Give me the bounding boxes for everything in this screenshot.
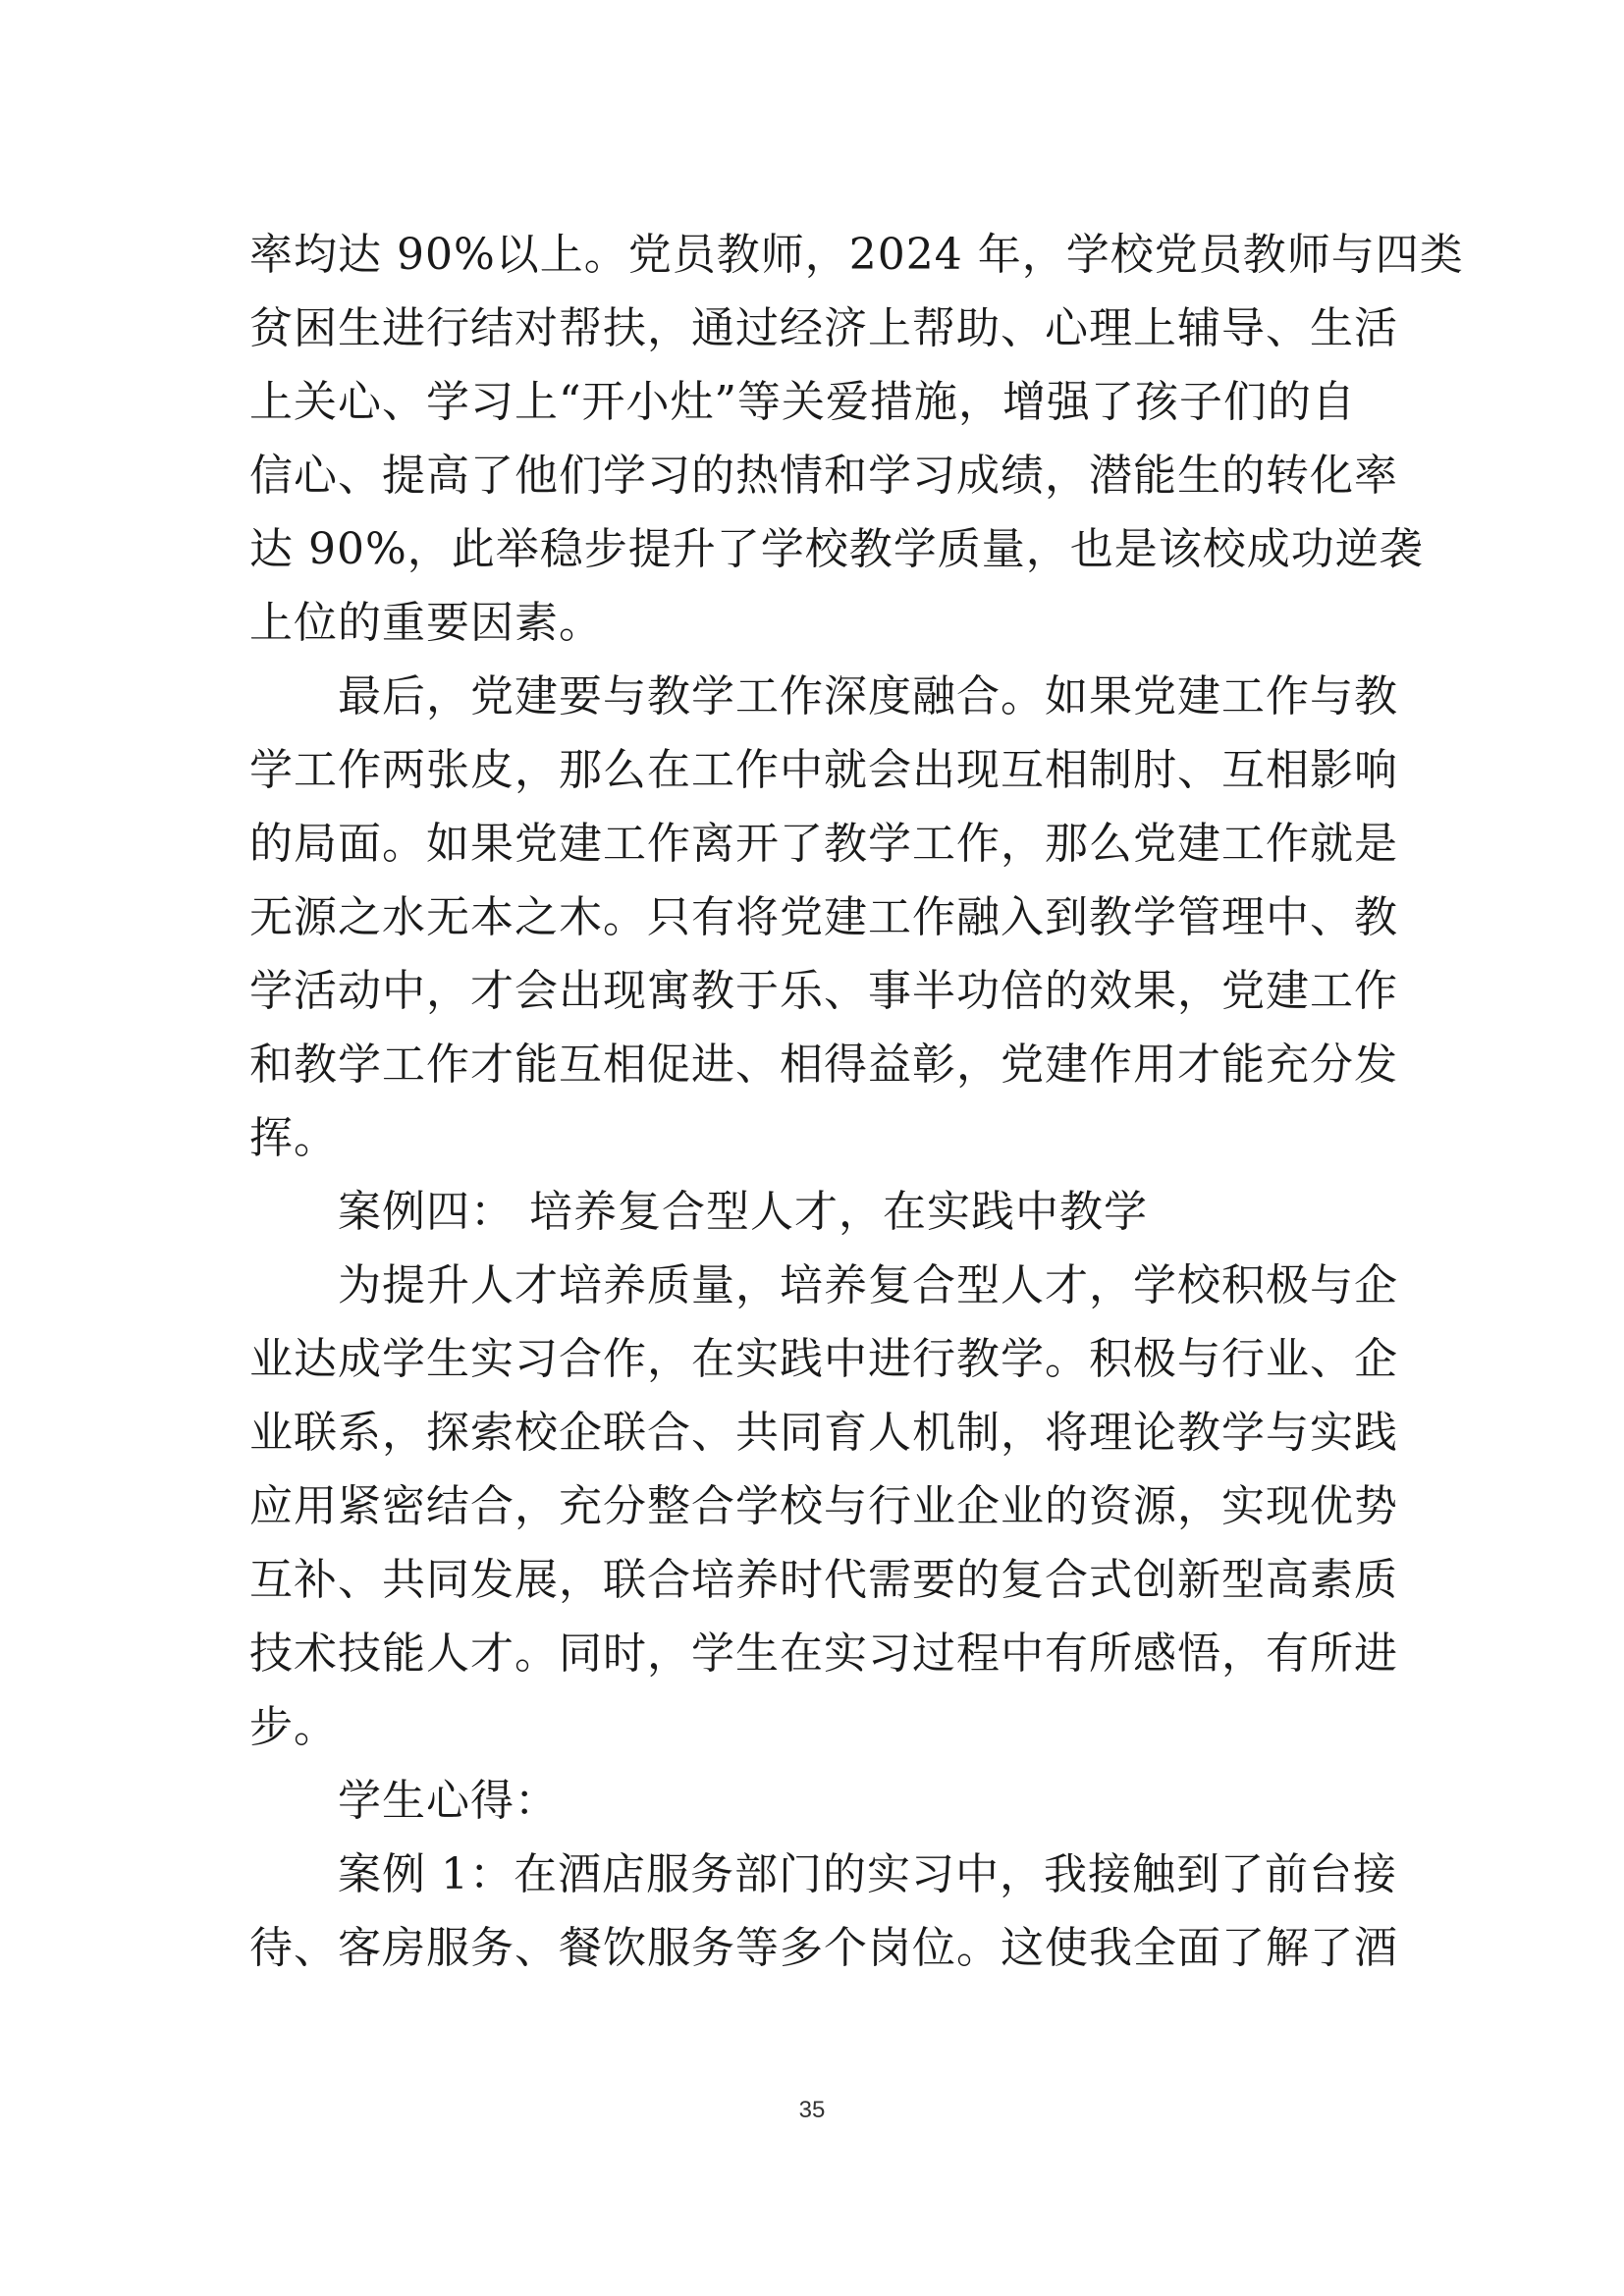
case-four-heading: 案例四： 培养复合型人才，在实践中教学	[338, 1187, 1148, 1237]
text-line: 步。	[249, 1702, 338, 1752]
text-line: 待、客房服务、餐饮服务等多个岗位。这使我全面了解了酒	[249, 1923, 1398, 1973]
paragraph-conclusion	[249, 660, 1398, 1175]
paragraph-talent-training	[249, 1249, 1398, 1764]
paragraph-continuation	[249, 218, 1464, 660]
text-line: 挥。	[249, 1113, 338, 1163]
text-line: 贫困生进行结对帮扶，通过经济上帮助、心理上辅导、生活	[249, 303, 1398, 353]
text-line: 为提升人才培养质量，培养复合型人才，学校积极与企	[338, 1260, 1398, 1310]
paragraph-case-one	[249, 1838, 1398, 1985]
text-line: 案例 1：在酒店服务部门的实习中，我接触到了前台接	[338, 1849, 1397, 1899]
body-text	[249, 218, 1464, 1985]
text-line: 信心、提高了他们学习的热情和学习成绩，潜能生的转化率	[249, 451, 1398, 501]
section-heading	[249, 1175, 1388, 1249]
text-line: 无源之水无本之木。只有将党建工作融入到教学管理中、教	[249, 892, 1398, 942]
text-line: 最后，党建要与教学工作深度融合。如果党建工作与教	[338, 671, 1398, 721]
text-line: 应用紧密结合，充分整合学校与行业企业的资源，实现优势	[249, 1481, 1398, 1531]
text-line: 上位的重要因素。	[249, 598, 603, 648]
text-line: 上关心、学习上“开小灶”等关爱措施，增强了孩子们的自	[249, 377, 1356, 427]
text-line: 学工作两张皮，那么在工作中就会出现互相制肘、互相影响	[249, 745, 1398, 795]
text-line: 互补、共同发展，联合培养时代需要的复合式创新型高素质	[249, 1555, 1398, 1605]
text-line: 的局面。如果党建工作离开了教学工作，那么党建工作就是	[249, 819, 1398, 869]
paragraph-student-reflections-label	[249, 1764, 1388, 1838]
text-line: 业联系，探索校企联合、共同育人机制，将理论教学与实践	[249, 1408, 1398, 1458]
text-line: 学活动中，才会出现寓教于乐、事半功倍的效果，党建工作	[249, 966, 1398, 1016]
text-line: 技术技能人才。同时，学生在实习过程中有所感悟，有所进	[249, 1629, 1398, 1679]
page-number: 35	[798, 2097, 826, 2123]
text-line: 和教学工作才能互相促进、相得益彰，党建作用才能充分发	[249, 1040, 1398, 1090]
text-line: 业达成学生实习合作，在实践中进行教学。积极与行业、企	[249, 1334, 1398, 1384]
text-line: 率均达 90%以上。党员教师，2024 年，学校党员教师与四类	[249, 230, 1464, 280]
text-line: 达 90%，此举稳步提升了学校教学质量，也是该校成功逆袭	[249, 524, 1424, 574]
text-line: 学生心得：	[338, 1776, 559, 1826]
